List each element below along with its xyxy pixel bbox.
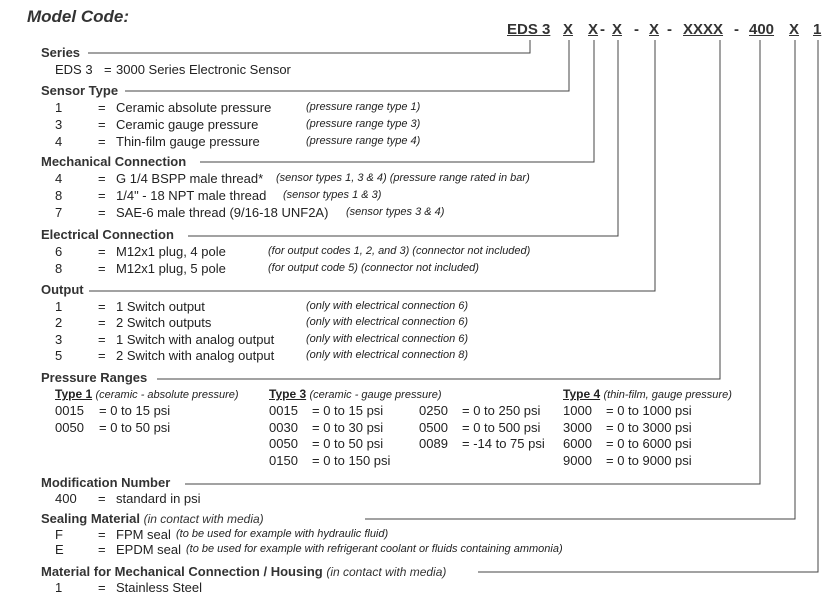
row-key: 8 (55, 261, 63, 276)
row-value: Ceramic absolute pressure (116, 100, 272, 115)
type4-label: Type 4 (563, 387, 601, 401)
range-value: = 0 to 30 psi (312, 420, 384, 435)
material-row (0, 580, 840, 596)
code-dash: - (600, 21, 605, 38)
range-value: = 0 to 150 psi (312, 453, 391, 468)
range-value: = 0 to 500 psi (462, 420, 541, 435)
type1-label: Type 1 (55, 387, 93, 401)
sensor-type-row (0, 100, 840, 116)
row-equals: = (98, 100, 106, 115)
code-output: X (649, 21, 660, 38)
row-value: 1 Switch with analog output (116, 332, 275, 347)
type3-header (269, 387, 442, 401)
row-equals: = (98, 299, 106, 314)
range-code: 0050 (55, 420, 84, 435)
range-value: = 0 to 1000 psi (606, 403, 692, 418)
row-note: (pressure range type 1) (306, 101, 421, 113)
row-equals: = (98, 244, 106, 259)
sealing-header-title: Sealing Material (41, 511, 140, 526)
series-row (0, 62, 840, 78)
type4-row (563, 403, 692, 418)
row-equals: = (98, 332, 106, 347)
range-code: 0089 (419, 436, 448, 451)
row-note: (sensor types 1 & 3) (283, 189, 382, 201)
row-note: (sensor types 1, 3 & 4) (pressure range rated in bar) (276, 172, 530, 184)
sealing-row (0, 527, 840, 543)
sensor-type-row (0, 134, 840, 150)
row-equals: = (98, 171, 106, 186)
range-code: 0030 (269, 420, 298, 435)
output-row (0, 299, 840, 315)
row-note: (to be used for example with hydraulic fluid) (176, 528, 389, 540)
type4-note: (thin-film, gauge pressure) (603, 389, 732, 401)
row-equals: = (98, 348, 106, 363)
type4-row (563, 436, 692, 451)
row-value: Thin-film gauge pressure (116, 134, 260, 149)
row-note: (pressure range type 4) (306, 135, 421, 147)
model-code (0, 21, 840, 41)
row-key: 7 (55, 205, 63, 220)
row-value: M12x1 plug, 4 pole (116, 244, 226, 259)
row-note: (only with electrical connection 6) (306, 300, 469, 312)
range-code: 0150 (269, 453, 298, 468)
code-dash: - (667, 21, 672, 38)
row-value: 2 Switch outputs (116, 315, 212, 330)
row-key: 1 (55, 580, 63, 595)
code-series: EDS 3 (507, 21, 551, 38)
electrical-header: Electrical Connection (41, 227, 174, 242)
row-key: 2 (55, 315, 63, 330)
row-key: 3 (55, 332, 63, 347)
range-value: = 0 to 15 psi (312, 403, 384, 418)
type3-note: (ceramic - gauge pressure) (309, 389, 442, 401)
range-code: 0015 (269, 403, 298, 418)
row-key: 400 (55, 491, 77, 506)
row-note: (pressure range type 3) (306, 118, 421, 130)
type3-row (269, 420, 384, 435)
code-pressure-range: XXXX (683, 21, 724, 38)
output-header: Output (41, 282, 84, 297)
code-dash: - (634, 21, 639, 38)
sealing-header-note: (in contact with media) (143, 512, 264, 526)
sensor-type-header: Sensor Type (41, 83, 119, 98)
row-key: 6 (55, 244, 63, 259)
row-equals: = (98, 261, 106, 276)
range-value: = 0 to 9000 psi (606, 453, 692, 468)
sealing-header (41, 511, 264, 526)
row-value: 2 Switch with analog output (116, 348, 275, 363)
range-code: 3000 (563, 420, 592, 435)
page-title: Model Code: (27, 7, 129, 26)
row-value: 3000 Series Electronic Sensor (116, 62, 291, 77)
code-sealing: X (789, 21, 800, 38)
row-key: E (55, 542, 64, 557)
range-code: 0015 (55, 403, 84, 418)
row-note: (for output codes 1, 2, and 3) (connector not included) (268, 245, 531, 257)
sealing-row (0, 542, 840, 558)
row-value: 1/4" - 18 NPT male thread (116, 188, 267, 203)
series-header: Series (41, 45, 81, 60)
electrical-row (0, 261, 840, 277)
type3-row (419, 436, 545, 451)
type3-row (269, 403, 384, 418)
row-equals: = (98, 542, 106, 557)
row-key: 1 (55, 100, 63, 115)
mechanical-row (0, 205, 840, 221)
row-key: EDS 3 (55, 62, 93, 77)
range-value: = 0 to 50 psi (312, 436, 384, 451)
row-value: M12x1 plug, 5 pole (116, 261, 226, 276)
range-value: = 0 to 6000 psi (606, 436, 692, 451)
row-value: SAE-6 male thread (9/16-18 UNF2A) (116, 205, 329, 220)
range-code: 0500 (419, 420, 448, 435)
row-equals: = (98, 134, 106, 149)
output-row (0, 348, 840, 364)
range-value: = 0 to 50 psi (99, 420, 171, 435)
row-note: (to be used for example with refrigerant coolant or fluids containing ammonia) (186, 543, 563, 555)
range-code: 9000 (563, 453, 592, 468)
row-key: 3 (55, 117, 63, 132)
row-value: Stainless Steel (116, 580, 202, 595)
type1-note: (ceramic - absolute pressure) (95, 389, 239, 401)
row-value: EPDM seal (116, 542, 182, 557)
row-value: G 1/4 BSPP male thread* (116, 171, 264, 186)
row-note: (for output code 5) (connector not included) (268, 262, 479, 274)
output-row (0, 332, 840, 348)
code-electrical: X (612, 21, 623, 38)
mechanical-header: Mechanical Connection (41, 154, 187, 169)
row-key: 1 (55, 299, 63, 314)
row-key: 8 (55, 188, 63, 203)
type4-header (563, 387, 732, 401)
code-modification: 400 (749, 21, 775, 38)
mechanical-row (0, 188, 840, 204)
type1-row (55, 420, 171, 435)
code-sensor-type: X (563, 21, 574, 38)
type3-row (269, 436, 384, 451)
range-value: = -14 to 75 psi (462, 436, 545, 451)
material-header-note: (in contact with media) (326, 565, 447, 579)
code-material: 1 (813, 21, 822, 38)
electrical-row (0, 244, 840, 260)
type1-header (55, 387, 239, 401)
row-equals: = (98, 315, 106, 330)
row-note: (only with electrical connection 6) (306, 316, 469, 328)
sensor-type-row (0, 117, 840, 133)
row-equals: = (104, 62, 112, 77)
output-row (0, 315, 840, 331)
type4-row (563, 453, 692, 468)
row-note: (sensor types 3 & 4) (346, 206, 445, 218)
row-value: FPM seal (116, 527, 171, 542)
row-value: Ceramic gauge pressure (116, 117, 259, 132)
code-dash: - (734, 21, 739, 38)
type3-row (419, 420, 541, 435)
type4-row (563, 420, 692, 435)
range-value: = 0 to 15 psi (99, 403, 171, 418)
row-key: F (55, 527, 63, 542)
type3-row (419, 403, 541, 418)
row-key: 4 (55, 134, 63, 149)
mechanical-row (0, 171, 840, 187)
row-equals: = (98, 205, 106, 220)
range-code: 0250 (419, 403, 448, 418)
range-code: 0050 (269, 436, 298, 451)
code-mechanical: X (588, 21, 599, 38)
row-equals: = (98, 491, 106, 506)
pressure-header: Pressure Ranges (41, 370, 148, 385)
type3-row (269, 453, 391, 468)
row-value: standard in psi (116, 491, 201, 506)
range-value: = 0 to 3000 psi (606, 420, 692, 435)
material-header (41, 564, 446, 579)
material-header-title: Material for Mechanical Connection / Housing (41, 564, 323, 579)
row-key: 4 (55, 171, 63, 186)
type1-row (55, 403, 171, 418)
row-key: 5 (55, 348, 63, 363)
row-equals: = (98, 527, 106, 542)
range-code: 1000 (563, 403, 592, 418)
row-value: 1 Switch output (116, 299, 205, 314)
row-equals: = (98, 117, 106, 132)
range-code: 6000 (563, 436, 592, 451)
row-equals: = (98, 580, 106, 595)
row-note: (only with electrical connection 8) (306, 349, 469, 361)
range-value: = 0 to 250 psi (462, 403, 541, 418)
type3-label: Type 3 (269, 387, 307, 401)
row-equals: = (98, 188, 106, 203)
modification-header: Modification Number (41, 475, 171, 490)
row-note: (only with electrical connection 6) (306, 333, 469, 345)
modification-row (0, 491, 840, 507)
